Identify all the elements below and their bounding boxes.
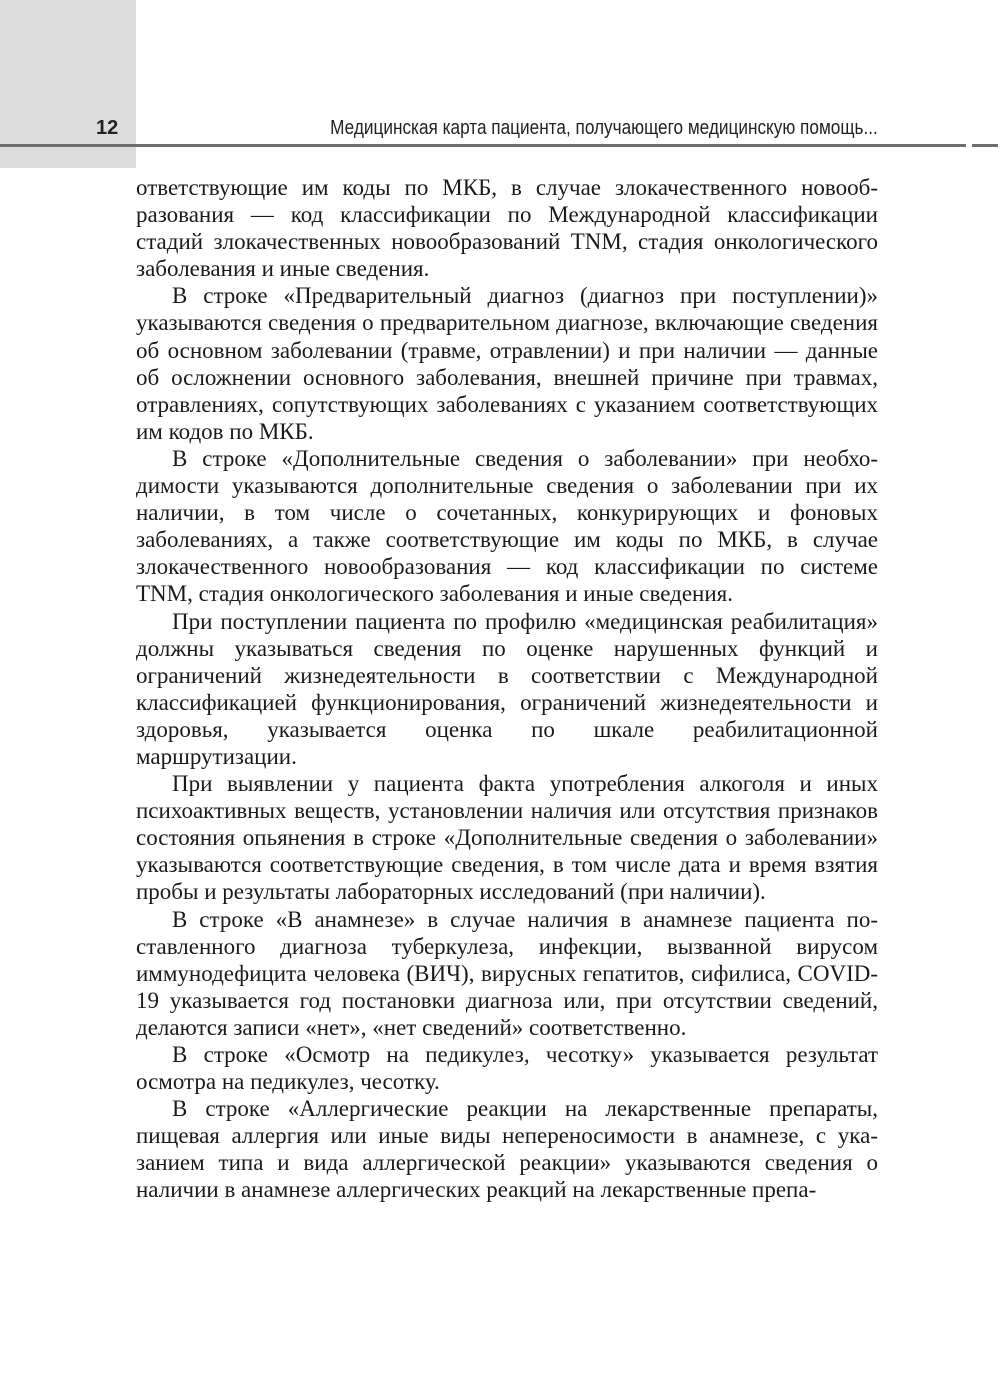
page-corner-tab	[0, 0, 136, 168]
paragraph: В строке «Аллергические реакции на лекарственные препараты, пищевая аллергия или иные виды непереносимости в анамнезе, с указанием типа и вида аллергической реакции» указываются сведения о наличии в анамнезе аллергических реакций на лекарственные препа-	[136, 1096, 878, 1203]
header-rule-cap	[972, 144, 998, 147]
paragraph: В строке «Предварительный диагноз (диагноз при поступлении)» указываются сведения о предварительном диагнозе, включающие сведения об основном заболевании (травме, отравлении) и при наличии — данные об осложнении основного заболевания, внешней причине при травмах, отравлениях, сопутствующих заболеваниях с указанием соответствующих им кодов по МКБ.	[136, 283, 878, 444]
paragraph: В строке «В анамнезе» в случае наличия в анамнезе пациента поставленного диагноза туберкулеза, инфекции, вызванной вирусом иммунодефицита человека (ВИЧ), вирусных гепатитов, сифилиса, COVID-19 указывается год постановки диагноза или, при отсутствии сведений, делаются записи «нет», «нет сведений» соответственно.	[136, 906, 878, 1040]
page-number: 12	[96, 117, 119, 139]
body-text	[136, 174, 878, 1204]
paragraph: В строке «Дополнительные сведения о заболевании» при необходимости указываются дополнительные сведения о заболевании при их наличии, в том числе о сочетанных, конкурирующих и фоновых заболеваниях, а также соответствующие им коды по МКБ, в случае злокачественного новообразования — код классификации по системе TNM, стадия онкологического заболевания и иные сведения.	[136, 445, 878, 607]
header-rule-line	[0, 144, 966, 147]
paragraph-continued: ответствующие им коды по МКБ, в случае злокачественного новообразования — код классификации по Международной классификации стадий злокачественных новообразований TNM, стадия онкологического заболевания и иные сведения.	[136, 175, 878, 282]
paragraph: В строке «Осмотр на педикулез, чесотку» указывается результат осмотра на педикулез, чесотку.	[136, 1042, 878, 1095]
header-rule	[0, 144, 1000, 168]
running-title: Медицинская карта пациента, получающего медицинскую помощь...	[330, 117, 878, 139]
paragraph: При поступлении пациента по профилю «медицинская реабилитация» должны указываться сведения по оценке нарушенных функций и ограничений жизнедеятельности в соответствии с Международной классификацией функционирования, ограничений жизнедеятельности и здоровья, указывается оценка по шкале реабилитационной маршрутизации.	[136, 608, 878, 769]
paragraph: При выявлении у пациента факта употребления алкоголя и иных психоактивных веществ, установлении наличия или отсутствия признаков состояния опьянения в строке «Дополнительные сведения о заболевании» указываются соответствующие сведения, в том числе дата и время взятия пробы и результаты лабораторных исследований (при наличии).	[136, 771, 878, 905]
